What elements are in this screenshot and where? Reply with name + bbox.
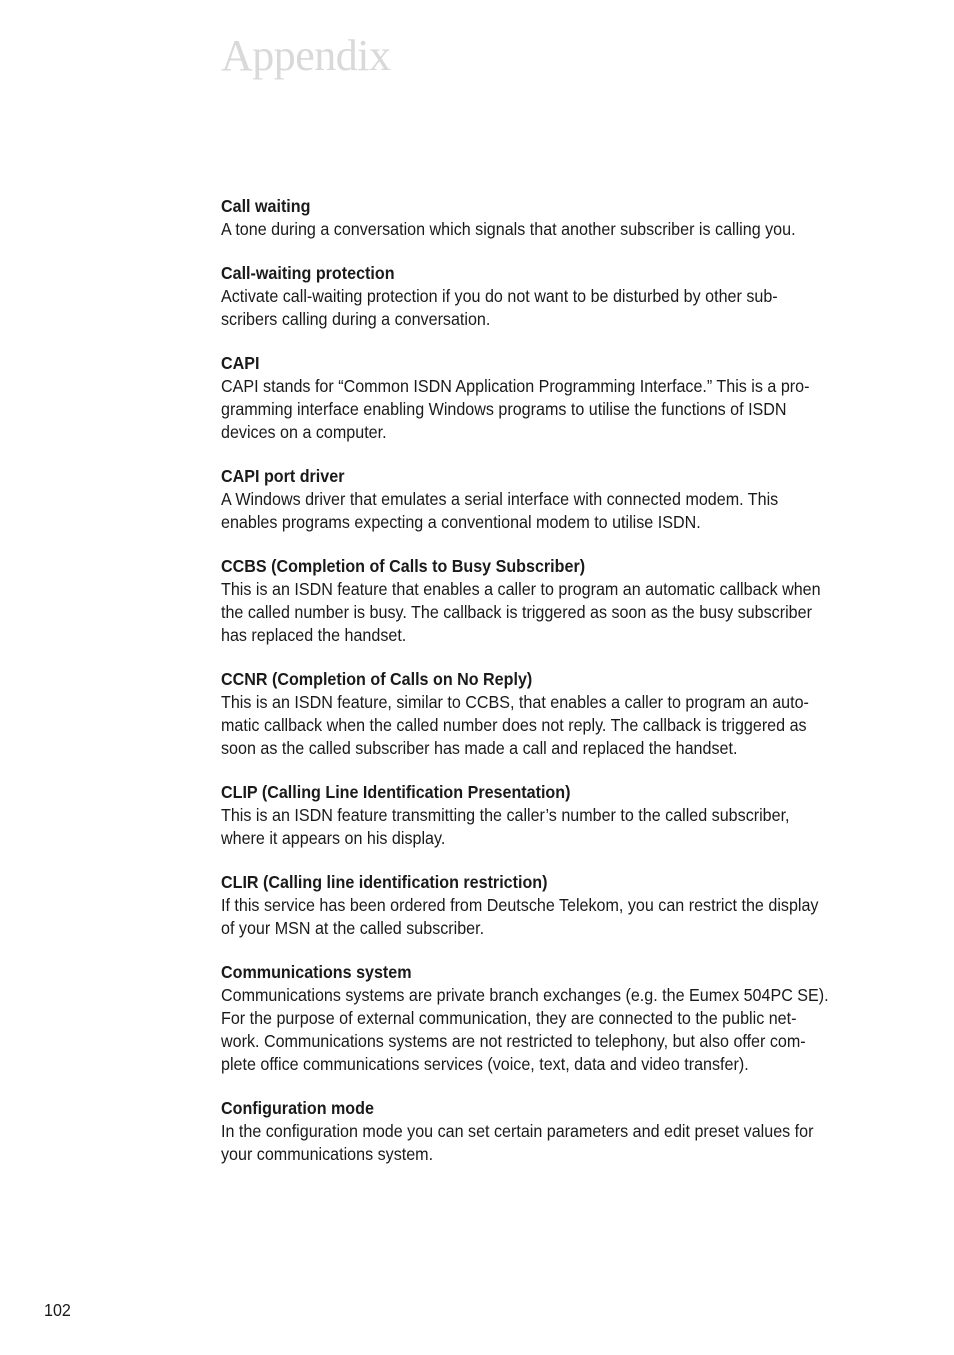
- glossary-definition-line: Activate call-waiting protection if you do not want to be disturbed by other sub-: [221, 286, 778, 306]
- glossary-entry-communications-system: [221, 961, 881, 1076]
- glossary-list: [221, 195, 881, 1187]
- glossary-definition-line: scribers calling during a conversation.: [221, 309, 491, 329]
- glossary-entry-capi-port-driver: [221, 465, 881, 534]
- glossary-definition-line: For the purpose of external communication, they are connected to the public net-: [221, 1008, 797, 1028]
- glossary-definition-line: soon as the called subscriber has made a call and replaced the handset.: [221, 738, 738, 758]
- glossary-term: CCBS (Completion of Calls to Busy Subscriber): [221, 556, 586, 576]
- glossary-term: Call-waiting protection: [221, 263, 395, 283]
- glossary-definition-line: In the configuration mode you can set certain parameters and edit preset values for: [221, 1121, 814, 1141]
- glossary-entry-call-waiting-protection: [221, 262, 881, 331]
- glossary-definition-line: matic callback when the called number does not reply. The callback is triggered as: [221, 715, 807, 735]
- glossary-term: CLIP (Calling Line Identification Presentation): [221, 782, 571, 802]
- glossary-term: CAPI port driver: [221, 466, 345, 486]
- glossary-term: Communications system: [221, 962, 412, 982]
- glossary-definition-line: of your MSN at the called subscriber.: [221, 918, 485, 938]
- glossary-definition-line: devices on a computer.: [221, 422, 387, 442]
- glossary-entry-capi: [221, 352, 881, 444]
- glossary-definition-line: the called number is busy. The callback is triggered as soon as the busy subscriber: [221, 602, 812, 622]
- glossary-entry-clir: [221, 871, 881, 940]
- glossary-entry-clip: [221, 781, 881, 850]
- glossary-definition-line: This is an ISDN feature that enables a caller to program an automatic callback when: [221, 579, 821, 599]
- page-number: 102: [44, 1300, 71, 1320]
- glossary-definition-line: A Windows driver that emulates a serial interface with connected modem. This: [221, 489, 779, 509]
- glossary-definition-line: enables programs expecting a conventional modem to utilise ISDN.: [221, 512, 701, 532]
- glossary-definition-line: This is an ISDN feature transmitting the caller’s number to the called subscriber,: [221, 805, 790, 825]
- glossary-entry-configuration-mode: [221, 1097, 881, 1166]
- glossary-entry-ccnr: [221, 668, 881, 760]
- glossary-definition-line: where it appears on his display.: [221, 828, 446, 848]
- glossary-definition-line: work. Communications systems are not restricted to telephony, but also offer com-: [221, 1031, 806, 1051]
- glossary-term: CAPI: [221, 353, 260, 373]
- glossary-definition-line: A tone during a conversation which signals that another subscriber is calling you.: [221, 219, 796, 239]
- glossary-entry-ccbs: [221, 555, 881, 647]
- glossary-term: Configuration mode: [221, 1098, 374, 1118]
- glossary-term: Call waiting: [221, 196, 311, 216]
- page-title: Appendix: [221, 31, 391, 80]
- glossary-definition-line: your communications system.: [221, 1144, 434, 1164]
- glossary-term: CCNR (Completion of Calls on No Reply): [221, 669, 533, 689]
- glossary-definition-line: gramming interface enabling Windows programs to utilise the functions of ISDN: [221, 399, 787, 419]
- glossary-definition-line: If this service has been ordered from Deutsche Telekom, you can restrict the display: [221, 895, 819, 915]
- glossary-definition-line: CAPI stands for “Common ISDN Application Programming Interface.” This is a pro-: [221, 376, 810, 396]
- glossary-term: CLIR (Calling line identification restriction): [221, 872, 548, 892]
- glossary-definition-line: This is an ISDN feature, similar to CCBS, that enables a caller to program an auto-: [221, 692, 809, 712]
- glossary-definition-line: Communications systems are private branch exchanges (e.g. the Eumex 504PC SE).: [221, 985, 829, 1005]
- glossary-definition-line: has replaced the handset.: [221, 625, 407, 645]
- glossary-entry-call-waiting: [221, 195, 881, 241]
- glossary-definition-line: plete office communications services (voice, text, data and video transfer).: [221, 1054, 749, 1074]
